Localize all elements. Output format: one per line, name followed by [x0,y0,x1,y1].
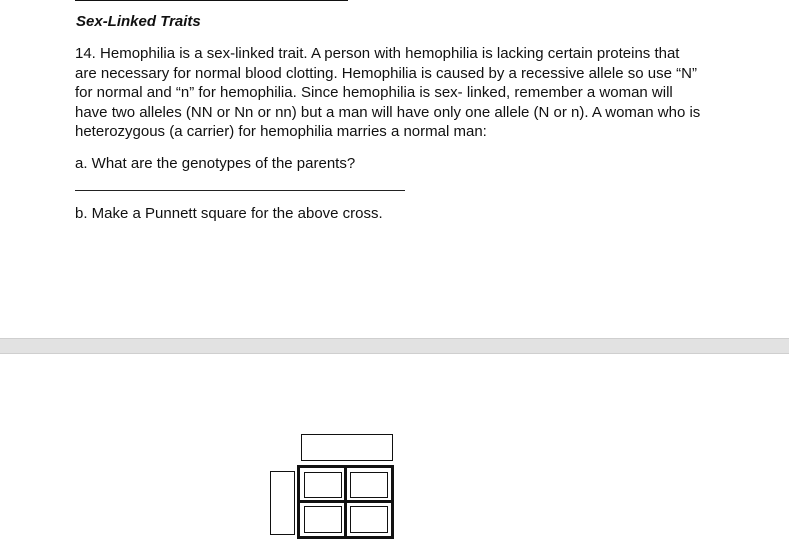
question-14-text: 14. Hemophilia is a sex-linked trait. A person with hemophilia is lacking certain proteins that are necessary for normal blood clotting. Hemophilia is caused by a recessive allele so use “N” for normal and “n” for hemophilia. Since hemophilia is sex- linked, remember a woman will have two alleles (NN or Nn or nn) but a man will have only one allele (N or n). A woman who is heterozygous (a carrier) for hemophilia marries a normal man: [75,45,701,141]
punnett-cell-4[interactable] [350,506,388,533]
punnett-side-allele-box[interactable] [270,471,295,535]
section-heading: Sex-Linked Traits [76,13,201,30]
punnett-top-allele-box[interactable] [301,434,393,461]
part-b-question: b. Make a Punnett square for the above cross. [75,205,383,222]
page-break-band [0,338,789,354]
punnett-cell-3[interactable] [304,506,342,533]
punnett-square [297,465,394,539]
punnett-horizontal-divider [300,500,391,503]
punnett-cell-2[interactable] [350,472,388,498]
punnett-cell-1[interactable] [304,472,342,498]
part-a-answer-line [75,190,405,191]
part-a-question: a. What are the genotypes of the parents? [75,155,356,172]
top-divider-line [75,0,348,1]
